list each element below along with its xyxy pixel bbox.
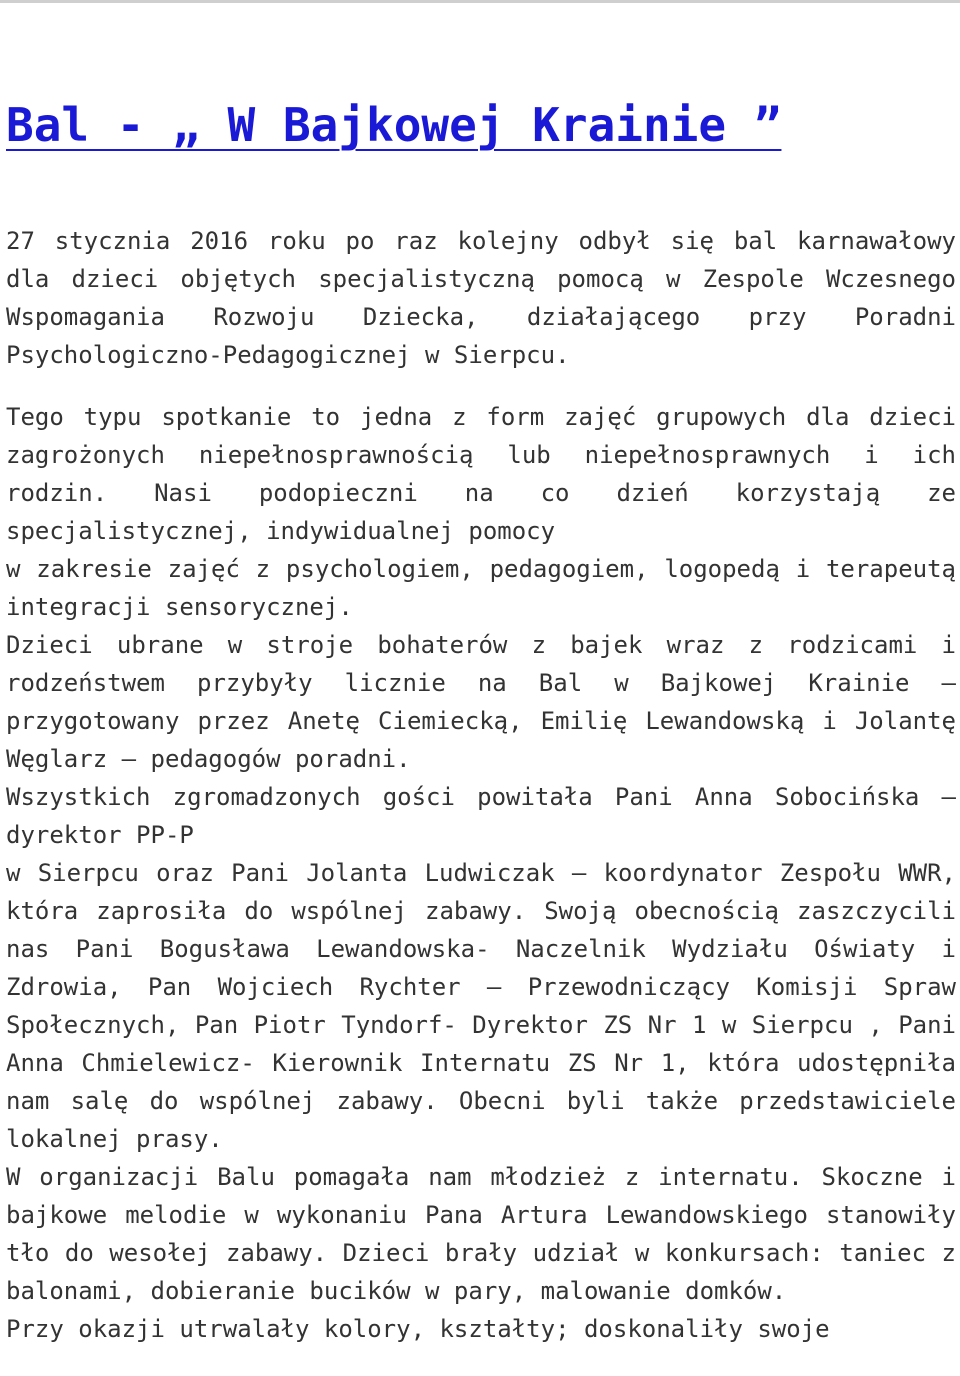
paragraph-closing: Przy okazji utrwalały kolory, kształty; doskonaliły swoje bbox=[6, 1315, 830, 1343]
paragraph-costumes: Dzieci ubrane w stroje bohaterów z bajek wraz z rodzicami i rodzeństwem przybyły licznie na Bal w Bajkowej Krainie – przygotowany przez Anetę Ciemiecką, Emilię Lewandowską i Jolantę Węglarz – pedagogów poradni. bbox=[6, 631, 956, 773]
paragraph-guests: w Sierpcu oraz Pani Jolanta Ludwiczak – koordynator Zespołu WWR, która zaprosiła do wspólnej zabawy. Swoją obecnością zaszczycili nas Pani Bogusława Lewandowska- Naczelnik Wydziału Oświaty i Zdrowia, Pan Wojciech Rychter – Przewodniczący Komisji Spraw Społecznych, Pan Piotr Tyndorf- Dyrektor ZS Nr 1 w Sierpcu , Pani Anna Chmielewicz- Kierownik Internatu ZS Nr 1, która udostępniła nam salę do wspólnej zabawy. Obecni byli także przedstawiciele lokalnej prasy. bbox=[6, 859, 956, 1153]
article-body bbox=[6, 222, 956, 1348]
paragraph-welcome: Wszystkich zgromadzonych gości powitała Pani Anna Sobocińska – dyrektor PP-P bbox=[6, 783, 956, 849]
paragraph-meeting-type: Tego typu spotkanie to jedna z form zajęć grupowych dla dzieci zagrożonych niepełnosprawnością lub niepełnosprawnych i ich rodzin. Nasi podopieczni na co dzień korzystają ze specjalistycznej, indywidualnej pomocy bbox=[6, 403, 956, 545]
article-title-link[interactable]: Bal - „ W Bajkowej Krainie ” bbox=[6, 98, 782, 152]
article bbox=[6, 94, 956, 1348]
top-divider bbox=[0, 0, 960, 3]
paragraph-intro: 27 stycznia 2016 roku po raz kolejny odbył się bal karnawałowy dla dzieci objętych specjalistyczną pomocą w Zespole Wczesnego Wspomagania Rozwoju Dziecka, działającego przy Poradni Psychologiczno-Pedagogicznej w Sierpcu. bbox=[6, 227, 956, 369]
paragraph-therapy-scope: w zakresie zajęć z psychologiem, pedagogiem, logopedą i terapeutą integracji sensorycznej. bbox=[6, 555, 956, 621]
paragraph-organization: W organizacji Balu pomagała nam młodzież z internatu. Skoczne i bajkowe melodie w wykonaniu Pana Artura Lewandowskiego stanowiły tło do wesołej zabawy. Dzieci brały udział w konkursach: taniec z balonami, dobieranie bucików w pary, malowanie domków. bbox=[6, 1163, 956, 1305]
